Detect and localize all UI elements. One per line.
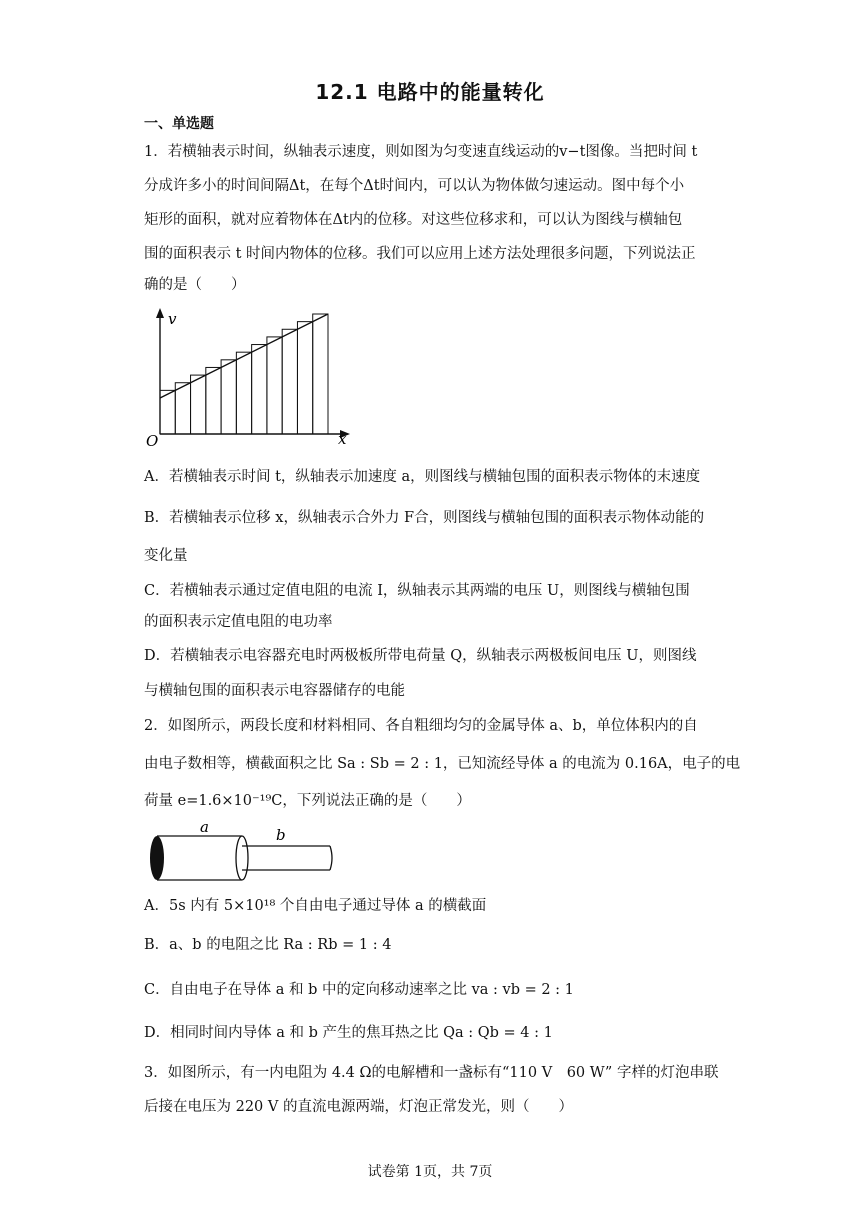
q1-option-c-line-1: C．若横轴表示通过定值电阻的电流 I，纵轴表示其两端的电压 U，则图线与横轴包围: [144, 583, 690, 599]
q1-option-b-line-2: 变化量: [144, 548, 188, 564]
q2-option-c: C．自由电子在导体 a 和 b 中的定向移动速率之比 va : vb = 2 : 1: [144, 982, 574, 998]
q3-line-1: 3．如图所示，有一内电阻为 4.4 Ω的电解槽和一盏标有“110 V 60 W” 字样的灯泡串联: [144, 1065, 719, 1081]
q2-line-3: 荷量 e=1.6×10⁻¹⁹C，下列说法正确的是（ ）: [144, 793, 471, 809]
q1-line-3: 矩形的面积，就对应着物体在Δt内的位移。对这些位移求和，可以认为图线与横轴包: [144, 212, 683, 228]
q1-line-4: 围的面积表示 t 时间内物体的位移。我们可以应用上述方法处理很多问题，下列说法正: [144, 246, 696, 262]
q1-option-d-line-2: 与横轴包围的面积表示电容器储存的电能: [144, 683, 405, 699]
area-rectangle: [236, 352, 251, 434]
conductor-a-label: a: [200, 820, 209, 836]
q1-line-2: 分成许多小的时间间隔Δt，在每个Δt时间内，可以认为物体做匀速运动。图中每个小: [144, 178, 685, 194]
area-rectangle: [175, 383, 190, 434]
q2-option-d: D．相同时间内导体 a 和 b 产生的焦耳热之比 Qa : Qb = 4 : 1: [144, 1025, 553, 1041]
q2-line-1: 2．如图所示，两段长度和材料相同、各自粗细均匀的金属导体 a、b，单位体积内的自: [144, 718, 698, 734]
q1-line-5: 确的是（ ）: [144, 277, 246, 293]
q1-option-c-line-2: 的面积表示定值电阻的电功率: [144, 614, 333, 630]
x-axis-label: x: [338, 430, 347, 448]
q2-line-2: 由电子数相等，横截面积之比 Sa : Sb = 2 : 1，已知流经导体 a 的电流为 0.16A，电子的电: [144, 756, 741, 772]
q1-option-a: A．若横轴表示时间 t，纵轴表示加速度 a，则图线与横轴包围的面积表示物体的末速度: [144, 469, 701, 485]
area-rectangle: [206, 367, 221, 434]
area-rectangle: [191, 375, 206, 434]
q2-option-b: B．a、b 的电阻之比 Ra : Rb = 1 : 4: [144, 937, 392, 953]
area-rectangle: [267, 337, 282, 434]
conductor-b-label: b: [276, 826, 286, 844]
y-axis-label: v: [168, 310, 177, 328]
q3-line-2: 后接在电压为 220 V 的直流电源两端，灯泡正常发光，则（ ）: [144, 1099, 573, 1115]
area-rectangle: [282, 329, 297, 434]
vt-graph-figure: [144, 306, 364, 448]
page-title: 12.1 电路中的能量转化: [315, 80, 545, 104]
conductor-figure: [144, 820, 334, 884]
area-rectangle: [313, 314, 328, 434]
area-rectangle: [252, 345, 267, 434]
area-rectangles: [160, 314, 328, 434]
area-rectangle: [221, 360, 236, 434]
origin-label: O: [146, 432, 159, 448]
q1-line-1: 1．若横轴表示时间，纵轴表示速度，则如图为匀变速直线运动的v−t图像。当把时间 t: [144, 144, 698, 160]
q1-option-d-line-1: D．若横轴表示电容器充电时两极板所带电荷量 Q，纵轴表示两极板间电压 U，则图线: [144, 648, 697, 664]
q1-option-b-line-1: B．若横轴表示位移 x，纵轴表示合外力 F合，则图线与横轴包围的面积表示物体动能的: [144, 510, 705, 526]
section-heading: 一、单选题: [144, 116, 214, 132]
q2-option-a: A．5s 内有 5×10¹⁸ 个自由电子通过导体 a 的横截面: [144, 898, 487, 914]
area-rectangle: [297, 322, 312, 434]
page-footer: 试卷第 1页，共 7页: [367, 1164, 493, 1180]
